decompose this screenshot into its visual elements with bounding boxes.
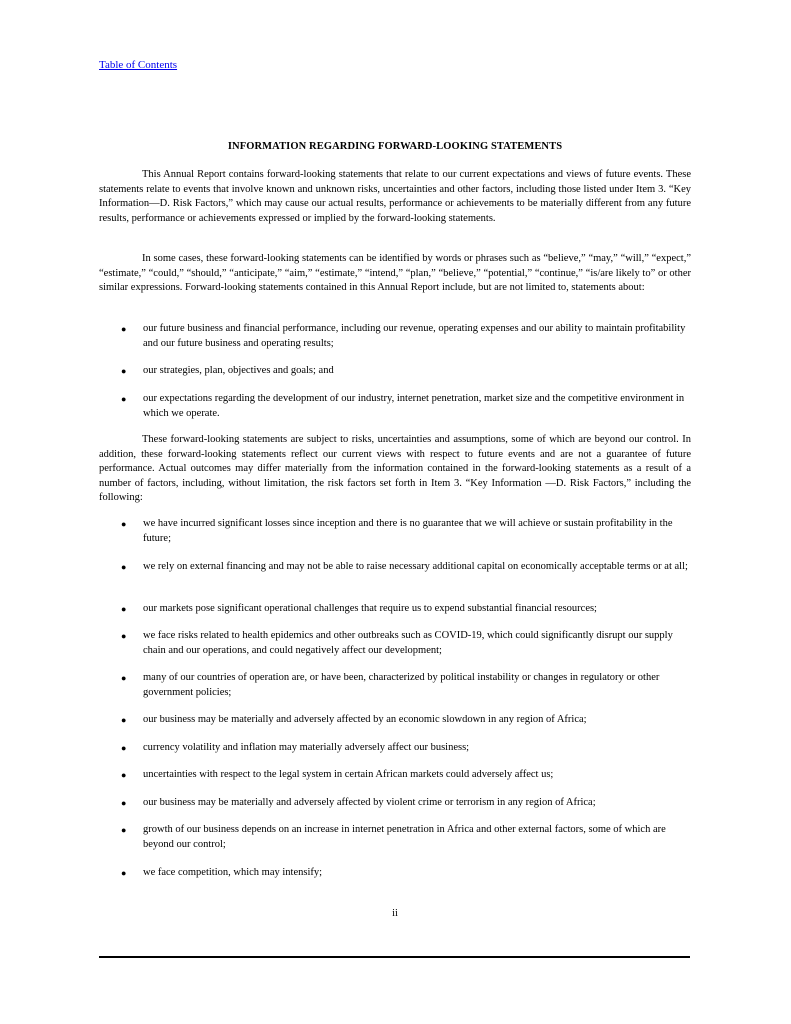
list-item — [99, 322, 691, 351]
list-item-text: many of our countries of operation are, or have been, characterized by political instability or changes in regulatory or other government policies; — [143, 672, 660, 698]
list-item-text: we rely on external financing and may not be able to raise necessary additional capital on economically acceptable terms or at all; — [143, 561, 688, 572]
bullet-icon: ● — [121, 770, 127, 780]
table-of-contents-link[interactable]: Table of Contents — [99, 59, 178, 71]
list-item — [99, 629, 691, 658]
list-item — [99, 796, 691, 811]
bullet-icon: ● — [121, 562, 127, 572]
bullet-icon: ● — [121, 604, 127, 614]
list-item-text: we face risks related to health epidemics and other outbreaks such as COVID-19, which could significantly disrupt our supply chain and our operations, and could negatively affect our development; — [143, 630, 673, 656]
list-item-text: our business may be materially and adversely affected by an economic slowdown in any region of Africa; — [143, 714, 587, 725]
bullet-icon: ● — [121, 519, 127, 529]
list-item — [99, 392, 691, 421]
bullet-icon: ● — [121, 366, 127, 376]
list-item — [99, 741, 691, 756]
list-item — [99, 713, 691, 728]
list-item-text: our future business and financial performance, including our revenue, operating expenses and our ability to maintain profitability and our future business and operating results; — [143, 323, 686, 349]
footer-divider — [99, 956, 690, 958]
list-item — [99, 866, 691, 881]
list-item — [99, 602, 691, 617]
bullet-icon: ● — [121, 715, 127, 725]
list-item — [99, 517, 691, 546]
list-item-text: our business may be materially and adversely affected by violent crime or terrorism in any region of Africa; — [143, 797, 596, 808]
list-item-text: we have incurred significant losses since inception and there is no guarantee that we will achieve or sustain profitability in the future; — [143, 518, 673, 544]
bullet-icon: ● — [121, 631, 127, 641]
list-item-text: our strategies, plan, objectives and goals; and — [143, 365, 334, 376]
section-title: INFORMATION REGARDING FORWARD-LOOKING STATEMENTS — [227, 141, 563, 152]
bullet-icon: ● — [121, 394, 127, 404]
list-item-text: uncertainties with respect to the legal system in certain African markets could adversely affect us; — [143, 769, 554, 780]
bullet-icon: ● — [121, 324, 127, 334]
intro-paragraph: This Annual Report contains forward-looking statements that relate to our current expectations and views of future events. These statements relate to events that involve known and unknown risks, uncertainties and other factors, including those listed under Item 3. “Key Information—D. Risk Factors,” which may cause our actual results, performance or achievements to be materially different from any future results, performance or achievements expressed or implied by the forward-looking statements. — [99, 169, 691, 224]
list-item — [99, 823, 691, 852]
list-item — [99, 560, 691, 575]
identification-paragraph: In some cases, these forward-looking statements can be identified by words or phrases such as “believe,” “may,” “will,” “expect,” “estimate,” “could,” “should,” “anticipate,” “aim,” “estimate,” “intend,” “plan,” “believe,” “potential,” “continue,” “is/are likely to” or other similar expressions. Forward-looking statements contained in this Annual Report include, but are not limited to, statements about: — [99, 253, 691, 293]
bullet-icon: ● — [121, 743, 127, 753]
list-item-text: growth of our business depends on an increase in internet penetration in Africa and other external factors, some of which are beyond our control; — [143, 824, 666, 850]
list-item — [99, 671, 691, 700]
list-item — [99, 364, 691, 379]
list-item-text: our markets pose significant operational challenges that require us to expend substantial financial resources; — [143, 603, 597, 614]
bullet-icon: ● — [121, 825, 127, 835]
list-item-text: currency volatility and inflation may materially adversely affect our business; — [143, 742, 470, 753]
page-number: ii — [392, 908, 398, 919]
list-item-text: our expectations regarding the development of our industry, internet penetration, market size and the competitive environment in which we operate. — [143, 393, 685, 419]
risk-paragraph: These forward-looking statements are subject to risks, uncertainties and assumptions, some of which are beyond our control. In addition, these forward-looking statements reflect our current views with respect to future events and are not a guarantee of future performance. Actual outcomes may differ materially from the information contained in the forward-looking statements as a result of a number of factors, including, without limitation, the risk factors set forth in Item 3. “Key Information —D. Risk Factors,” including the following: — [99, 434, 691, 503]
bullet-icon: ● — [121, 798, 127, 808]
list-item — [99, 768, 691, 783]
bullet-icon: ● — [121, 868, 127, 878]
list-item-text: we face competition, which may intensify; — [143, 867, 323, 878]
bullet-icon: ● — [121, 673, 127, 683]
